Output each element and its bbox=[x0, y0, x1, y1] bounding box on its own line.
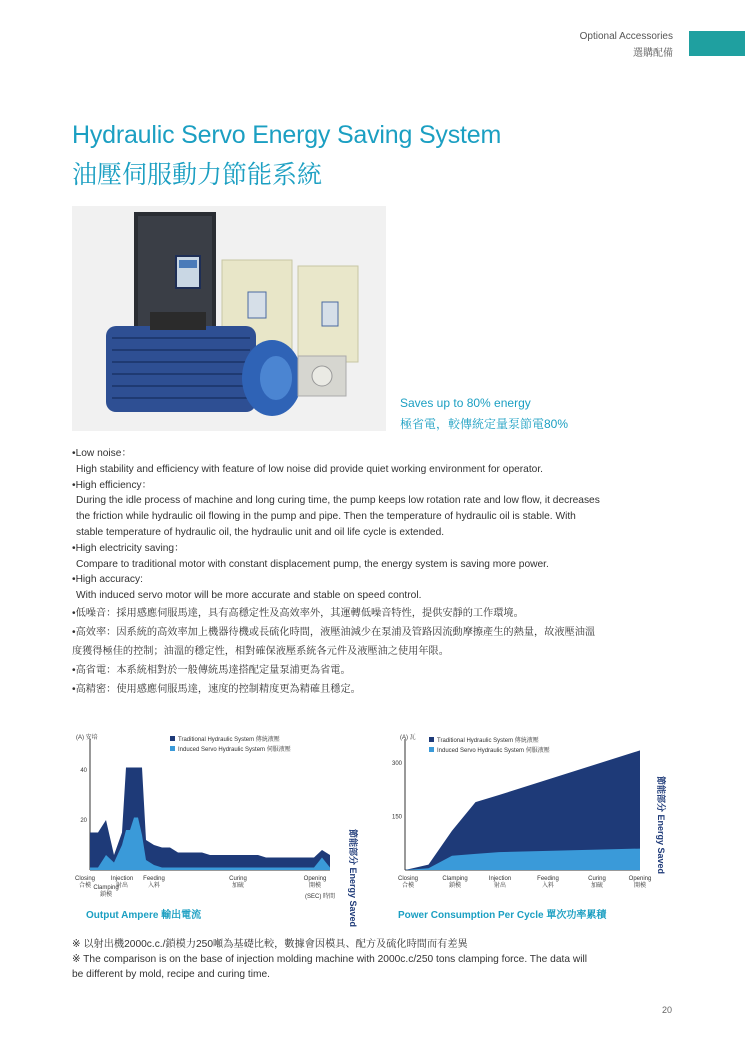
chart2-legend-traditional: Traditional Hydraulic System 傳統液壓 bbox=[437, 738, 539, 744]
feature-heading: •High accuracy: bbox=[72, 574, 143, 586]
phase-label-zh: 合模 bbox=[78, 883, 92, 889]
y-tick-label: 20 bbox=[80, 818, 87, 824]
phase-label-en: Closing bbox=[74, 876, 96, 882]
feature-zh: •高精密：使用感應伺服馬達，速度的控制精度更為精確且穩定。 bbox=[72, 683, 361, 695]
chart1-xunit: (SEC) 時間 bbox=[305, 894, 336, 900]
phase-label-en: Curing bbox=[229, 876, 247, 882]
phase-label-zh: 合模 bbox=[401, 883, 415, 889]
phase-label-zh: 射出 bbox=[493, 883, 507, 889]
feature-zh: •高省電：本系統相對於一般傳統馬達搭配定量泵浦更為省電。 bbox=[72, 664, 351, 676]
chart1-legend-servo: Induced Servo Hydraulic System 伺服液壓 bbox=[178, 747, 291, 753]
section-label-zh: 選購配備 bbox=[633, 48, 673, 59]
legend-swatch-servo bbox=[429, 747, 434, 752]
section-label-en: Optional Accessories bbox=[579, 31, 673, 42]
chart1-energy-saved: 節能部分 Energy Saved bbox=[348, 829, 358, 928]
feature-zh: 度獲得極佳的控制；油溫的穩定性，相對確保液壓系統各元件及液壓油之使用年限。 bbox=[72, 645, 449, 657]
feature-text: Compare to traditional motor with constant displacement pump, the energy system is saving more power. bbox=[76, 558, 549, 570]
phase-label-en: Injection bbox=[488, 876, 512, 882]
note-zh: ※ 以射出機2000c.c./鎖模力250噸為基礎比較，數據會因模具、配方及硫化時間而有差異 bbox=[72, 939, 468, 950]
phase-label-zh: 加硫 bbox=[590, 883, 604, 889]
phase-label-zh: 入料 bbox=[147, 883, 161, 889]
feature-zh: •低噪音：採用感應伺服馬達，具有高穩定性及高效率外，其運轉低噪音特性，提供安靜的工作環境。 bbox=[72, 607, 524, 619]
feature-text: stable temperature of hydraulic oil, the hydraulic unit and oil life cycle is extended. bbox=[76, 526, 445, 538]
legend-swatch-servo bbox=[170, 746, 175, 751]
phase-label-en: Opening bbox=[303, 876, 327, 882]
phase-label-zh: 開模 bbox=[308, 883, 322, 889]
note-en-1: ※ The comparison is on the base of injection molding machine with 2000c.c/250 tons clamping force. The data will bbox=[72, 954, 587, 965]
chart1-ylabel: (A) 安培 bbox=[76, 735, 98, 741]
phase-label-zh: 入料 bbox=[541, 883, 555, 889]
page-title-en: Hydraulic Servo Energy Saving System bbox=[72, 121, 502, 149]
page-number: 20 bbox=[662, 1005, 673, 1015]
chart-power-consumption bbox=[392, 739, 651, 889]
phase-label-zh: 加硫 bbox=[231, 883, 245, 889]
phase-label-zh: 開模 bbox=[633, 883, 647, 889]
chart2-title: Power Consumption Per Cycle 單次功率累積 bbox=[398, 910, 607, 921]
page-title-zh: 油壓伺服動力節能系統 bbox=[72, 161, 323, 189]
chart2-energy-saved: 節能部分 Energy Saved bbox=[656, 776, 666, 875]
feature-text: the friction while hydraulic oil flowing in the pump and pipe. Then the temperature of hydraulic oil is stable. With bbox=[76, 511, 576, 523]
feature-zh: •高效率：因系統的高效率加上機器待機或長硫化時間，液壓油減少在泵浦及管路因流動摩擦產生的熱量，故液壓油溫 bbox=[72, 626, 596, 638]
y-tick-label: 150 bbox=[391, 814, 402, 821]
legend-swatch-traditional bbox=[170, 736, 175, 741]
y-tick-label: 300 bbox=[391, 760, 402, 767]
phase-label-en: Clamping bbox=[93, 885, 119, 891]
note-en-2: be different by mold, recipe and curing time. bbox=[72, 969, 271, 980]
feature-heading: •High efficiency： bbox=[72, 479, 152, 491]
feature-text: High stability and efficiency with feature of low noise did provide quiet working environment for operator. bbox=[76, 463, 543, 475]
phase-label-zh: 鎖模 bbox=[448, 883, 462, 889]
phase-label-en: Feeding bbox=[143, 876, 165, 882]
feature-heading: •Low noise： bbox=[72, 448, 132, 459]
phase-label-en: Feeding bbox=[537, 876, 559, 882]
chart-output-ampere bbox=[75, 739, 330, 898]
phase-label-en: Clamping bbox=[442, 876, 468, 882]
caption-energy-zh: 極省電，較傳統定量泵節電80% bbox=[400, 417, 569, 431]
feature-text: With induced servo motor will be more accurate and stable on speed control. bbox=[76, 590, 422, 602]
chart2-ylabel: (A) 瓦 bbox=[400, 735, 416, 741]
feature-heading: •High electricity saving： bbox=[72, 542, 185, 554]
legend-swatch-traditional bbox=[429, 737, 434, 742]
phase-label-en: Curing bbox=[588, 876, 606, 882]
y-tick-label: 40 bbox=[80, 768, 87, 774]
phase-label-en: Injection bbox=[110, 876, 134, 882]
chart1-legend-traditional: Traditional Hydraulic System 傳統液壓 bbox=[178, 737, 280, 743]
chart2-legend-servo: Induced Servo Hydraulic System 伺服液壓 bbox=[437, 748, 550, 754]
phase-label-en: Opening bbox=[628, 876, 652, 882]
phase-label-en: Closing bbox=[397, 876, 419, 882]
phase-label-zh: 射出 bbox=[115, 883, 129, 889]
chart1-title: Output Ampere 輸出電流 bbox=[86, 910, 202, 921]
feature-text: During the idle process of machine and long curing time, the pump keeps low rotation rate and low flow, it decreases bbox=[76, 495, 600, 507]
phase-label-zh: 鎖模 bbox=[99, 892, 113, 898]
caption-energy-en: Saves up to 80% energy bbox=[400, 396, 531, 410]
